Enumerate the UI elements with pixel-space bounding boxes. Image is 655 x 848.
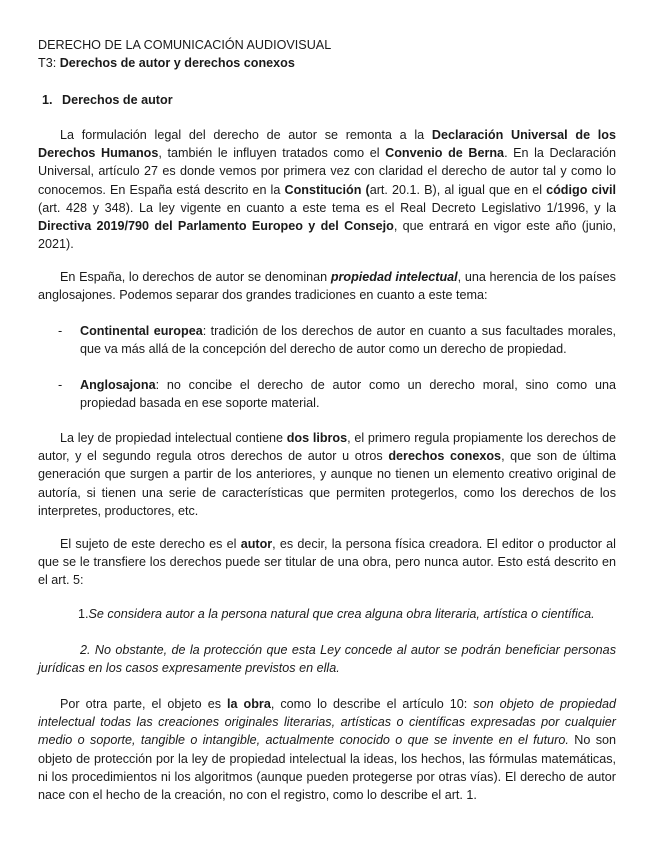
p1-text-f: (art. 428 y 348). La ley vigente en cuanto a este tema es el Real Decreto Legislativo 1/1996, y la	[38, 200, 616, 215]
p3-text-b: , el primero regula propiamente los derechos de autor, y el segundo regula otros derechos de autor u otros	[38, 431, 616, 464]
p5-text-c: No son objeto de protección por la ley de propiedad intelectual la ideas, los hechos, las fórmulas matemáticas, ni los procedimientos ni los algoritmos (aunque pueden protegerse por otras vías). El derecho de autor nace con el hecho de la creación, no con el registro, como lo describe el art. 1.	[38, 733, 617, 803]
bullet-dash: -	[58, 378, 63, 392]
p3-text-a: La ley de propiedad intelectual contiene	[60, 431, 287, 445]
p1-text-d: . En la Declaración Universal, artículo 27 es donde vemos por primera vez con claridad el derecho de autor tal y como lo conocemos. En España está descrito en la	[38, 146, 617, 197]
p1-text-g: , que entrará en vigor este año (junio, 2021).	[38, 219, 617, 252]
p5-text-b: , como lo describe el artículo 10:	[270, 697, 474, 711]
p4-bold-autor: autor	[240, 537, 273, 551]
p2-bold-italic-term: propiedad intelectual	[330, 270, 458, 284]
quote-article-5-1	[78, 605, 616, 623]
quote-text: 2. No obstante, de la protección que esta Ley concede al autor se podrán beneficiar personas jurídicas en los casos expresamente previstos en ella.	[38, 643, 616, 676]
p1-bold-constitucion: Constitución (	[284, 182, 370, 197]
paragraph-2	[38, 268, 616, 304]
topic-prefix: T3:	[38, 56, 60, 70]
topic-heading	[38, 56, 295, 70]
p3-text-c: , que son de última generación que surgen a partir de los anteriores, y aunque no tienen un elemento creativo original de autoría, si tienen una serie de características que permiten protegerlos, como los derechos de los interpretes, productores, etc.	[38, 449, 616, 518]
p3-bold-dos-libros: dos libros	[286, 431, 348, 445]
p1-bold-convenio: Convenio de Berna	[385, 146, 505, 161]
course-title: DERECHO DE LA COMUNICACIÓN AUDIOVISUAL	[38, 38, 332, 52]
quote-article-5-2	[38, 641, 616, 677]
p1-text-a: La formulación legal del derecho de autor se remonta a la	[60, 128, 432, 142]
p5-bold-la-obra: la obra	[227, 697, 271, 711]
section-number: 1.	[42, 93, 53, 107]
bullet-dash: -	[58, 324, 63, 338]
bullet-item	[58, 376, 616, 412]
p1-bold-declaracion: Declaración Universal de los Derechos Humanos	[38, 128, 616, 161]
p1-bold-codigo-civil: código civil	[546, 182, 616, 197]
p1-text-e: art. 20.1. B), al igual que en el	[369, 182, 547, 197]
bullet-term: Anglosajona	[80, 378, 156, 392]
p4-text-a: El sujeto de este derecho es el	[60, 537, 241, 551]
quote-text: Se considera autor a la persona natural que crea alguna obra literaria, artística o científica.	[88, 607, 595, 621]
quote-number: 1.	[78, 607, 89, 621]
p4-text-b: , es decir, la persona física creadora. El editor o productor al que se le transfiere los derechos puede ser titular de una obra, pero nunca autor. Esto está descrito en el art. 5:	[38, 537, 616, 588]
bullet-term: Continental europea	[80, 324, 203, 338]
section-heading	[42, 93, 173, 107]
paragraph-3	[38, 429, 616, 520]
section-title: Derechos de autor	[62, 93, 173, 107]
bullet-item	[58, 322, 617, 358]
p2-text-a: En España, lo derechos de autor se denominan	[60, 270, 331, 284]
bullet-text: : no concibe el derecho de autor como un derecho moral, sino como una propiedad basada en ese soporte material.	[80, 378, 616, 411]
paragraph-4	[38, 535, 616, 590]
p1-bold-directiva: Directiva 2019/790 del Parlamento Europeo y del Consejo	[38, 219, 394, 234]
p2-text-b: , una herencia de los países anglosajones. Podemos separar dos grandes tradiciones en cuanto a este tema:	[38, 270, 616, 303]
topic-title: Derechos de autor y derechos conexos	[59, 56, 295, 70]
p5-italic-quote: son objeto de propiedad intelectual todas las creaciones originales literarias, artísticas o científicas expresadas por cualquier medio o soporte, tangible o intangible, actualmente conocido o que se invente en el futuro.	[38, 697, 616, 748]
paragraph-5	[38, 695, 616, 804]
p1-text-c: , también le influyen tratados como el	[158, 146, 386, 161]
bullet-text: : tradición de los derechos de autor en cuanto a sus facultades morales, que va más allá de la concepción del derecho de autor como un derecho de propiedad.	[80, 324, 617, 357]
p3-bold-derechos-conexos: derechos conexos	[388, 449, 502, 464]
paragraph-1	[38, 126, 616, 253]
p5-text-a: Por otra parte, el objeto es	[60, 697, 228, 711]
